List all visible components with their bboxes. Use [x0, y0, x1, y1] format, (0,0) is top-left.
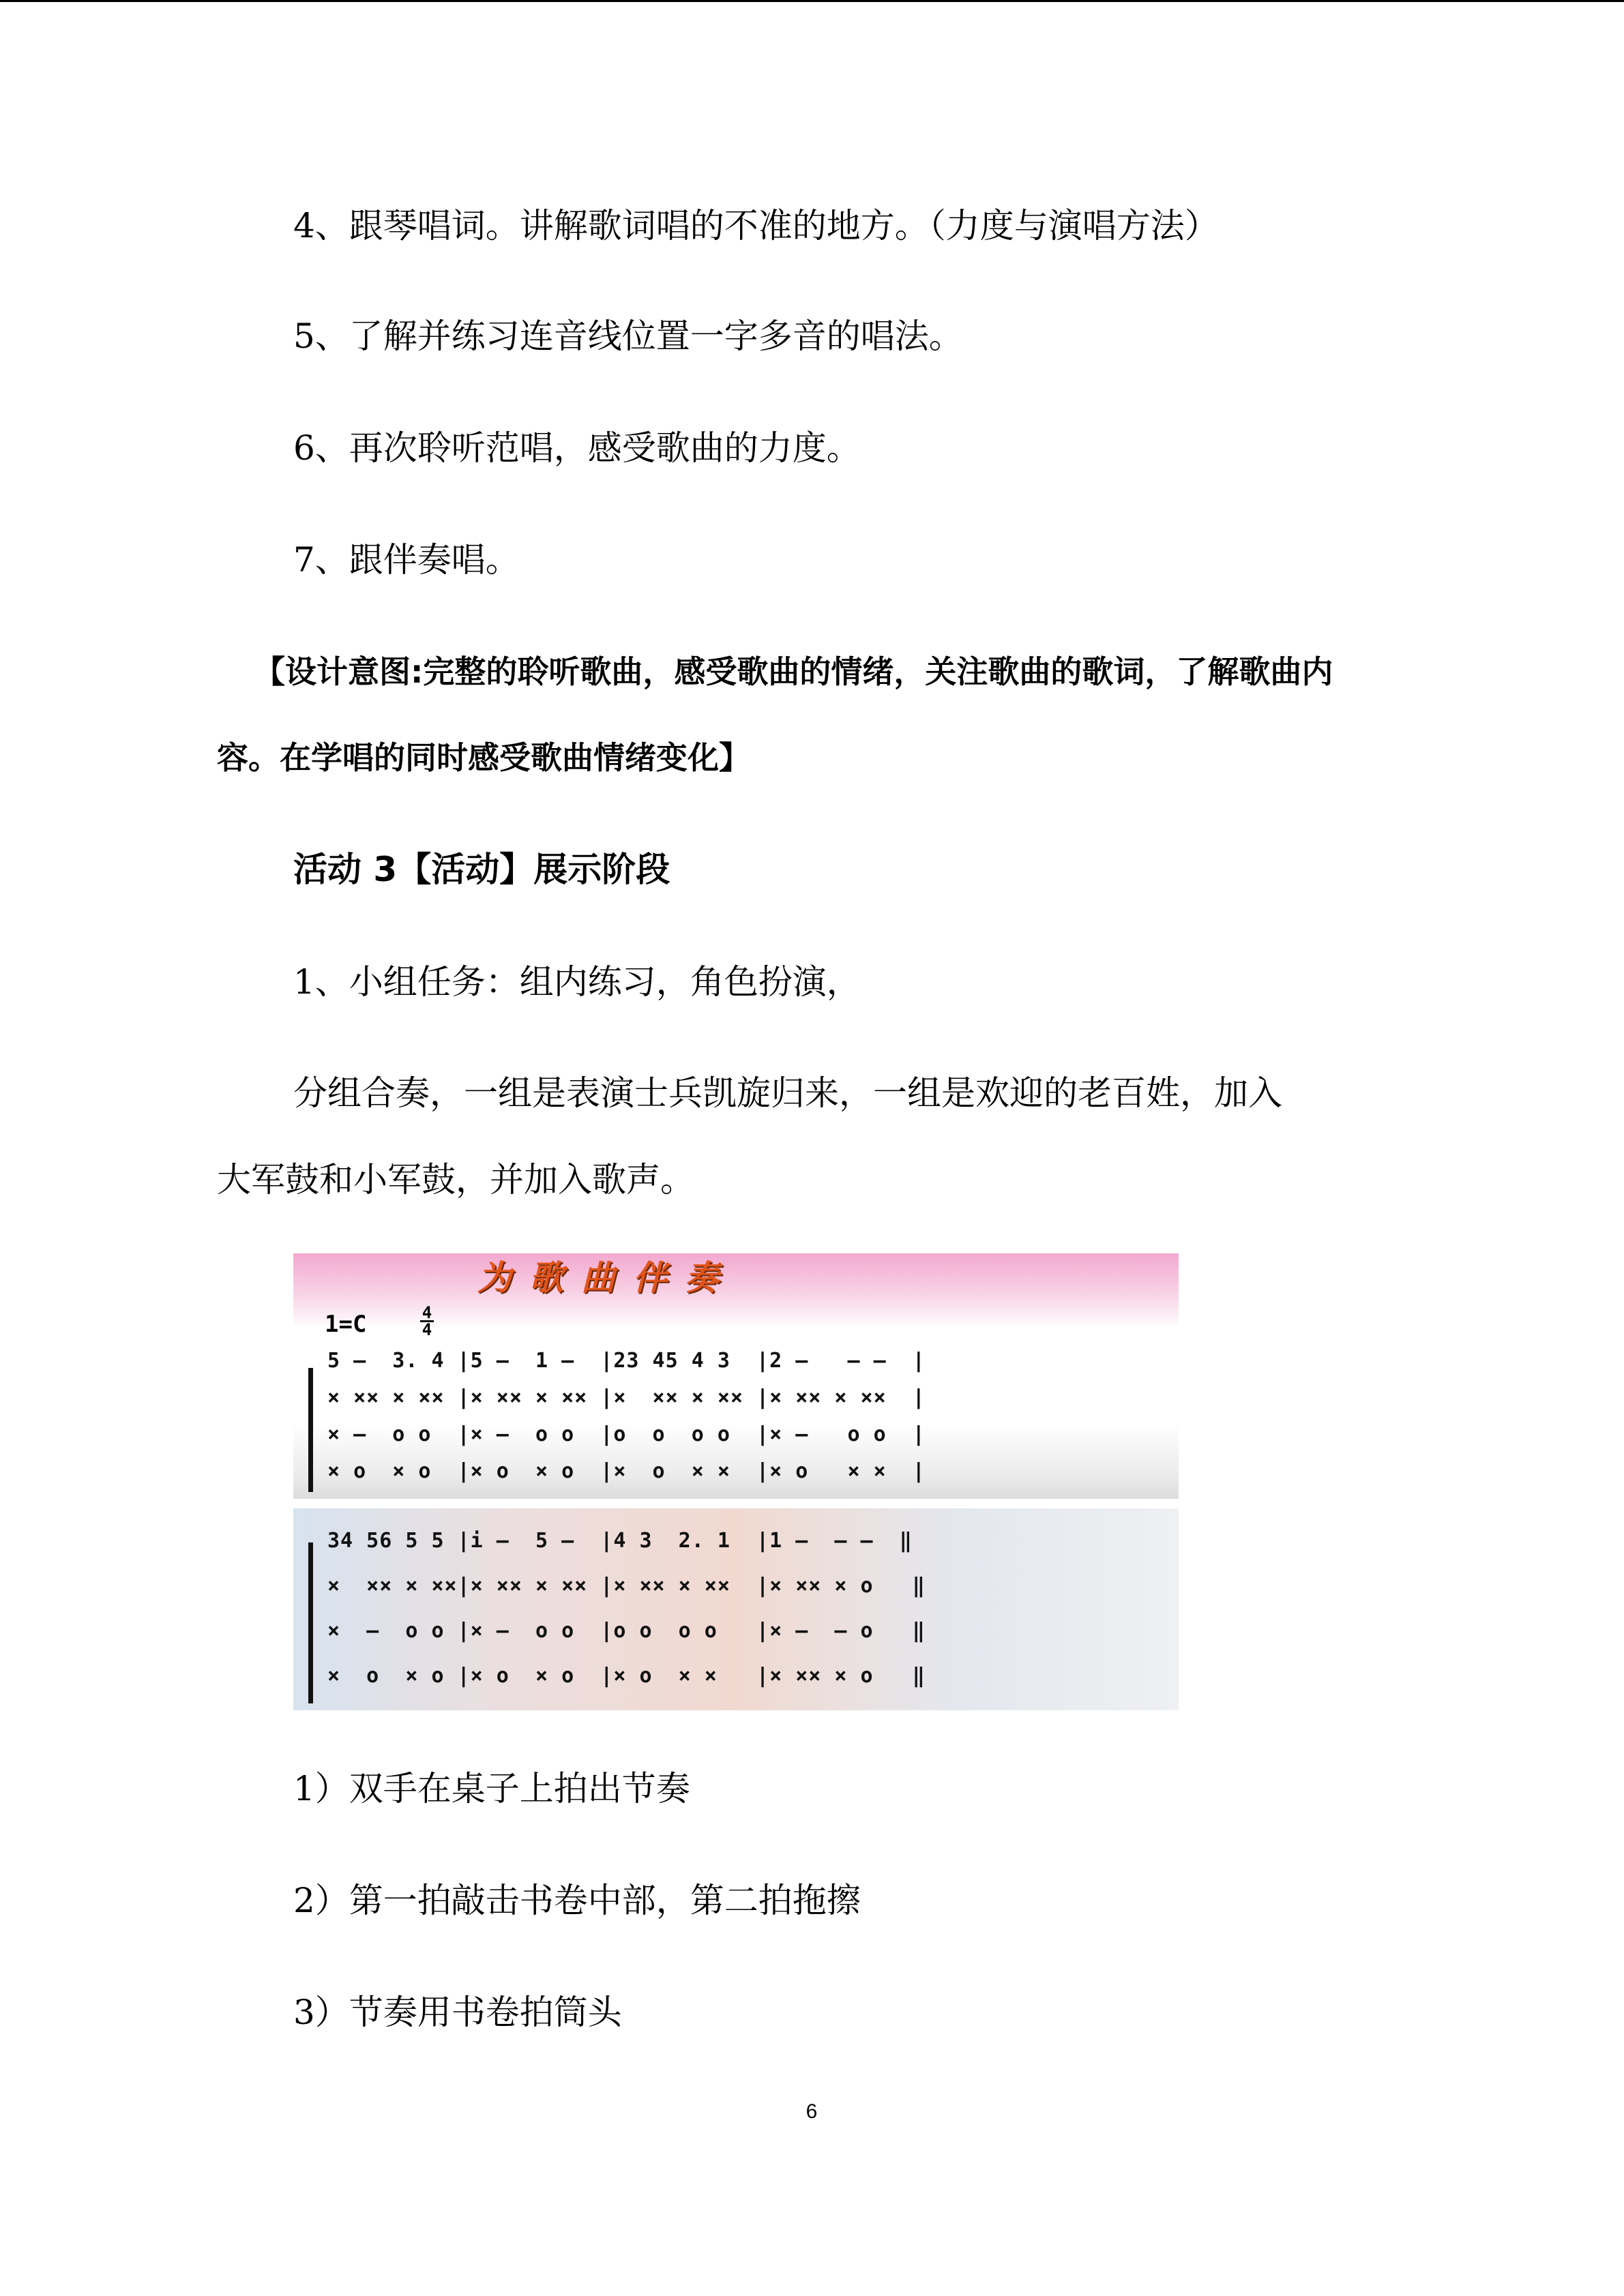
score-title: 为歌曲伴奏	[477, 1257, 737, 1298]
time-top: 4	[422, 1303, 432, 1322]
score-bass-drum-row: × – o o |× – o o |o o o o |× – – o ‖	[327, 1619, 926, 1643]
score-snare-drum-row: × o × o |× o × o |× o × × |× o × × |	[327, 1459, 926, 1483]
design-intent-line1: 【设计意图:完整的聆听歌曲，感受歌曲的情绪，关注歌曲的歌词，了解歌曲内	[254, 653, 1333, 690]
group-task: 1、小组任务：组内练习，角色扮演，	[293, 962, 861, 1002]
score-system-2	[293, 1508, 1179, 1710]
score-brace-1	[308, 1368, 320, 1492]
item-3: 3）节奏用书卷拍筒头	[293, 1993, 622, 2032]
score-time-signature	[420, 1305, 434, 1337]
score-brace-2	[308, 1542, 320, 1703]
group-text-line2: 大军鼓和小军鼓，并加入歌声。	[217, 1160, 694, 1199]
step-4: 4、跟琴唱词。讲解歌词唱的不准的地方。（力度与演唱方法）	[293, 206, 1219, 245]
score-system-1	[293, 1253, 1179, 1499]
score-bass-drum-row: × – o o |× – o o |o o o o |× – o o |	[327, 1422, 926, 1446]
item-2: 2）第一拍敲击书卷中部，第二拍拖擦	[293, 1881, 861, 1920]
score-snare-drum-row: × o × o |× o × o |× o × × |× ×× × o ‖	[327, 1664, 926, 1688]
score-melody-row: 34 56 5 5 |i – 5 – |4 3 2. 1 |1 – – – ‖	[327, 1529, 913, 1553]
step-6: 6、再次聆听范唱，感受歌曲的力度。	[293, 428, 861, 468]
step-7: 7、跟伴奏唱。	[293, 540, 520, 580]
activity-heading: 活动 3【活动】展示阶段	[293, 850, 670, 889]
design-intent-line2: 容。在学唱的同时感受歌曲情绪变化】	[217, 739, 750, 776]
page-top-border	[0, 0, 1624, 2]
item-1: 1）双手在桌子上拍出节奏	[293, 1769, 690, 1808]
score-key: 1=C	[325, 1311, 367, 1338]
score-rhythm-row: × ×× × ×× |× ×× × ×× |× ×× × ×× |× ×× × ×× |	[327, 1386, 926, 1410]
page-number: 6	[806, 2100, 818, 2123]
step-5: 5、了解并练习连音线位置一字多音的唱法。	[293, 316, 963, 356]
score-melody-row: 5 – 3. 4 |5 – 1 – |23 45 4 3 |2 – – – |	[327, 1349, 926, 1373]
time-bottom: 4	[422, 1320, 432, 1339]
score-rhythm-row: × ×× × ××|× ×× × ×× |× ×× × ×× |× ×× × o ‖	[327, 1574, 926, 1598]
group-text-line1: 分组合奏，一组是表演士兵凯旋归来，一组是欢迎的老百姓，加入	[293, 1073, 1282, 1113]
